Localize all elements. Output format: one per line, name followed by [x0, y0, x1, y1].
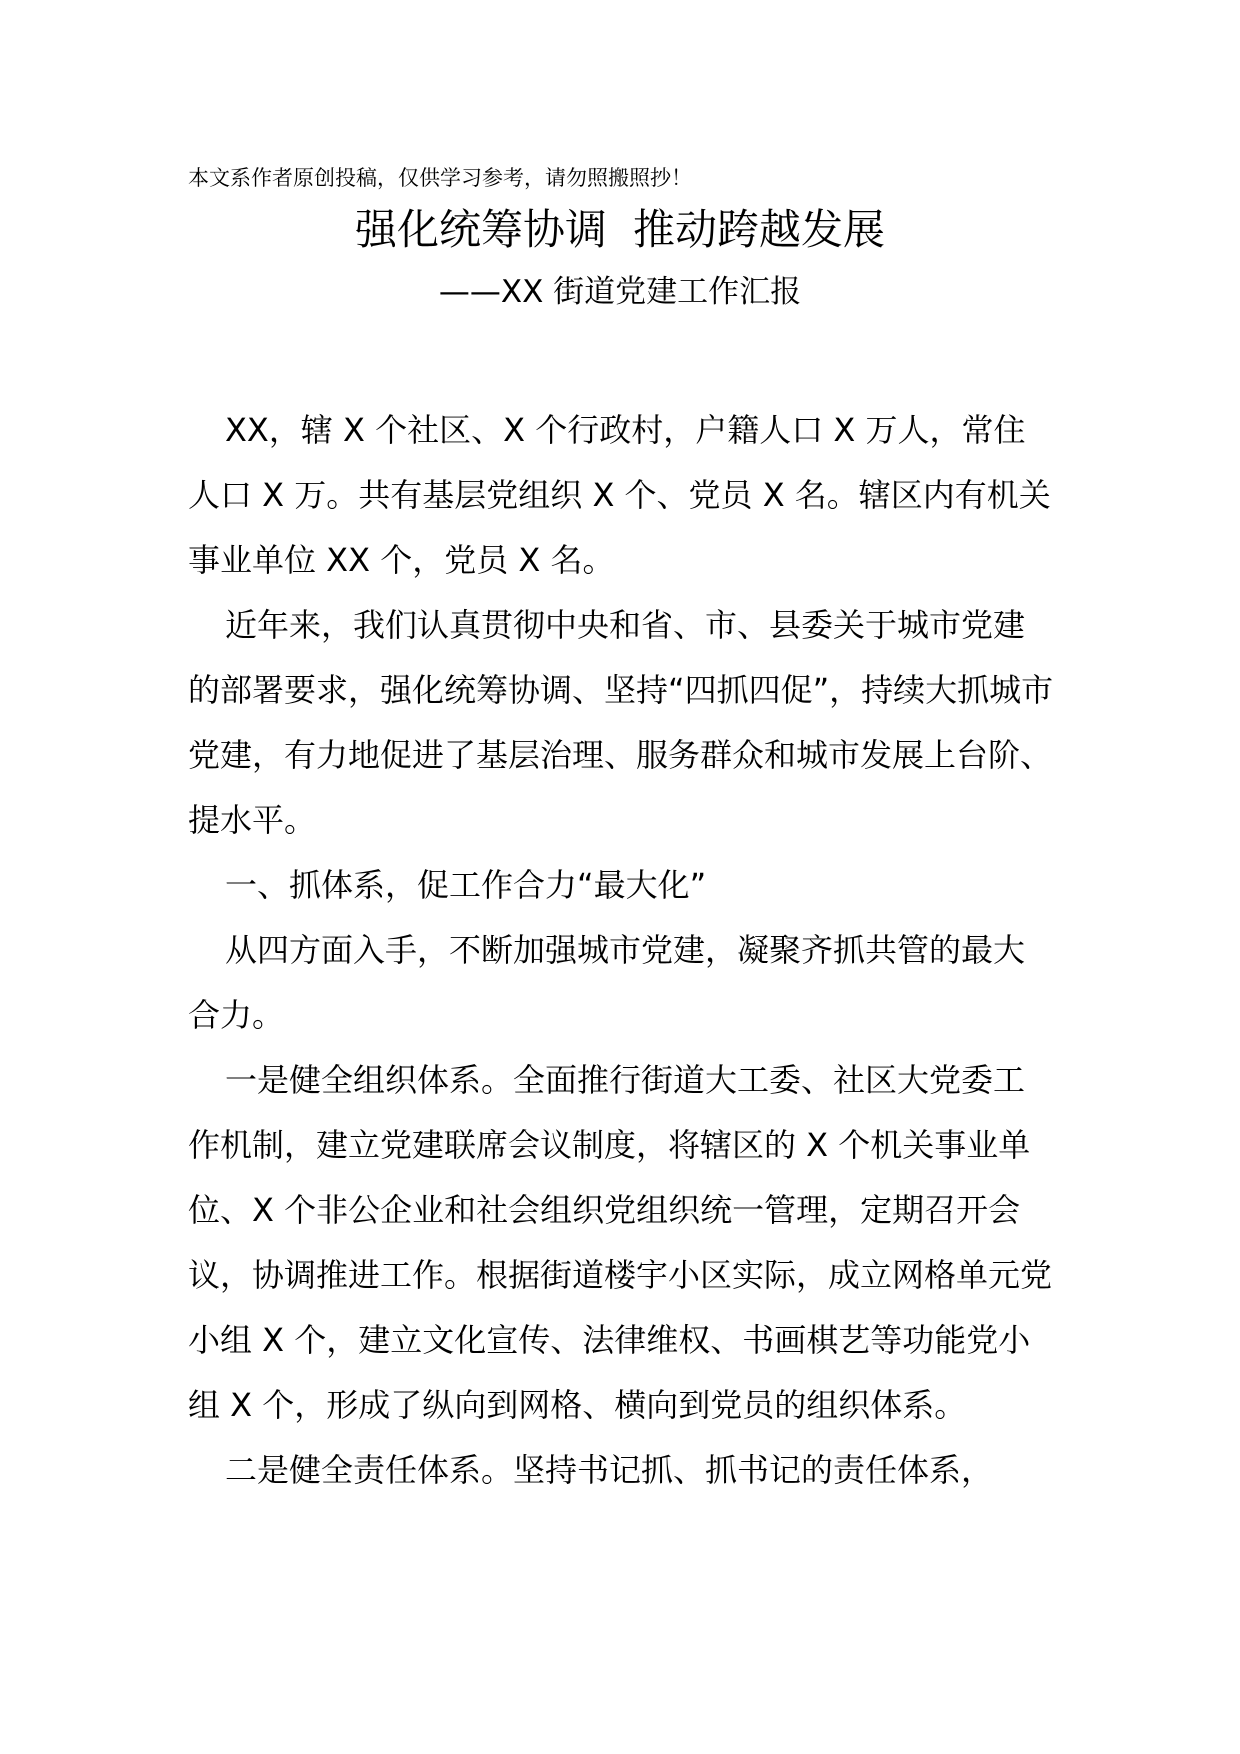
document-title: [0, 200, 1240, 260]
document-body: [188, 398, 1054, 1503]
body-paragraph: 近年来，我们认真贯彻中央和省、市、县委关于城市党建的部署要求，强化统筹协调、坚持“四抓四促”，持续大抓城市党建，有力地促进了基层治理、服务群众和城市发展上台阶、提水平。: [188, 606, 1054, 839]
section-item: 二是健全责任体系。坚持书记抓、抓书记的责任体系，: [225, 1451, 994, 1489]
title-part-2: 推动跨越发展: [633, 205, 886, 254]
document-subtitle: ——XX 街道党建工作汇报: [438, 274, 802, 310]
body-paragraph: XX，辖 X 个社区、X 个行政村，户籍人口 X 万人，常住人口 X 万。共有基层党组织 X 个、党员 X 名。辖区内有机关事业单位 XX 个，党员 X 名。: [188, 411, 1051, 579]
copyright-notice: 本文系作者原创投稿，仅供学习参考，请勿照搬照抄！: [188, 166, 692, 190]
section-item: 一是健全组织体系。全面推行街道大工委、社区大党委工作机制，建立党建联席会议制度，将辖区的 X 个机关事业单位、X 个非公企业和社会组织党组织统一管理，定期召开会议，协调推进工作。根据街道楼宇小区实际，成立网格单元党小组 X 个，建立文化宣传、法律维权、书画棋艺等功能党小组 X 个，形成了纵向到网格、横向到党员的组织体系。: [188, 1061, 1053, 1424]
section-intro: 从四方面入手，不断加强城市党建，凝聚齐抓共管的最大合力。: [188, 931, 1026, 1034]
section-heading: 一、抓体系，促工作合力“最大化”: [225, 866, 707, 904]
title-part-1: 强化统筹协调: [354, 205, 607, 254]
